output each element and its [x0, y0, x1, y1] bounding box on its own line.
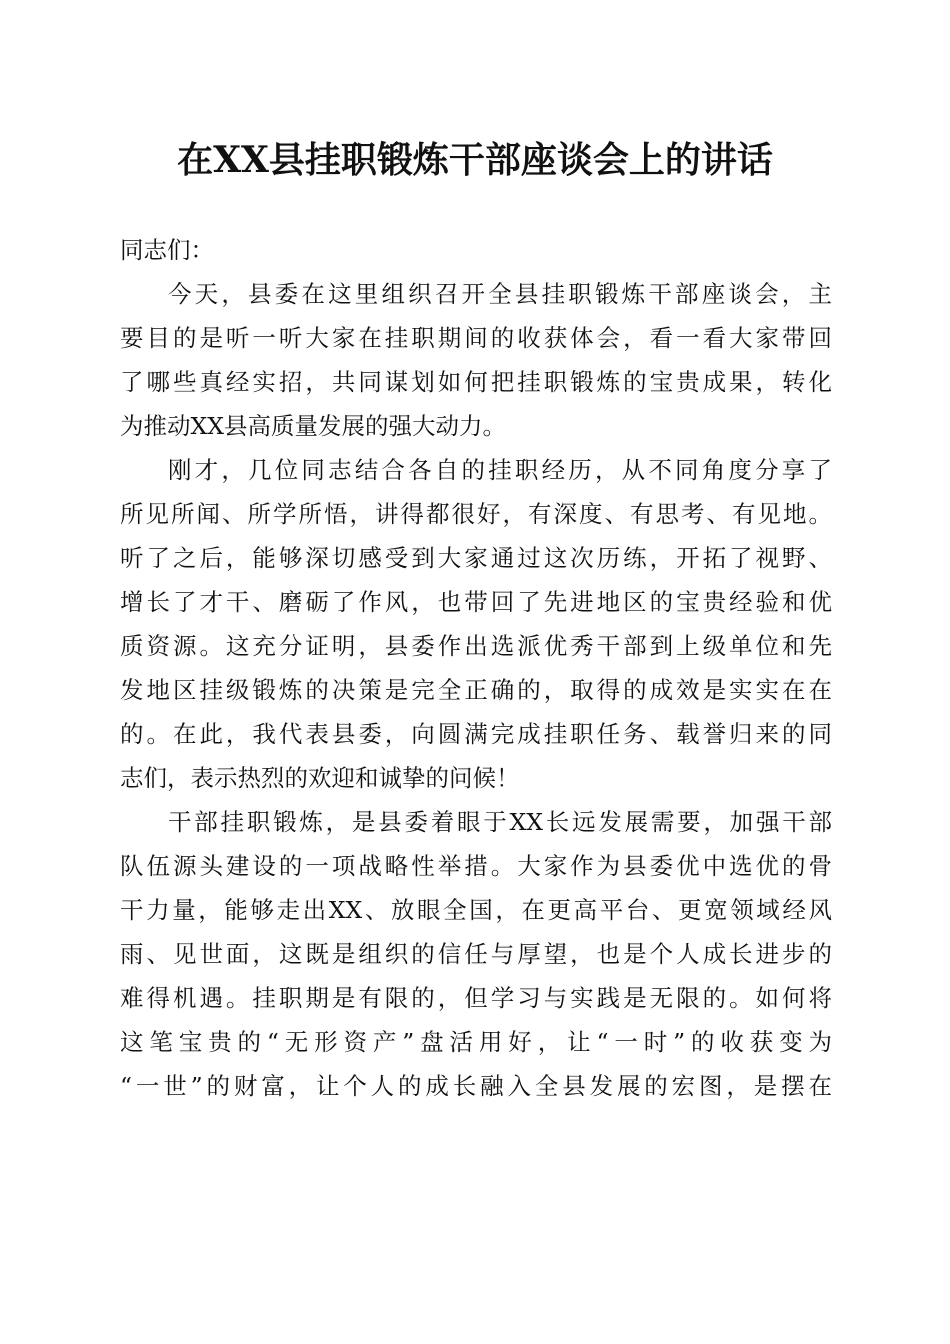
paragraph-line: 要目的是听一听大家在挂职期间的收获体会，看一看大家带回: [120, 324, 832, 352]
paragraph-line: 为推动XX县高质量发展的强大动力。: [120, 412, 506, 440]
paragraph-line: 雨、见世面，这既是组织的信任与厚望，也是个人成长进步的: [120, 940, 832, 968]
greeting-line: 同志们：: [120, 236, 214, 264]
paragraph-line: 志们，表示热烈的欢迎和诚挚的问候！: [120, 764, 520, 792]
paragraph-line: 干部挂职锻炼，是县委着眼于XX长远发展需要，加强干部: [168, 808, 832, 836]
paragraph-line: 了哪些真经实招，共同谋划如何把挂职锻炼的宝贵成果，转化: [120, 368, 832, 396]
paragraph-line: 质资源。这充分证明，县委作出选派优秀干部到上级单位和先: [120, 632, 832, 660]
paragraph-line: 刚才，几位同志结合各自的挂职经历，从不同角度分享了: [168, 456, 832, 484]
paragraph-line: 这笔宝贵的“无形资产”盘活用好，让“一时”的收获变为: [120, 1028, 832, 1056]
paragraph-line: “一世”的财富，让个人的成长融入全县发展的宏图，是摆在: [120, 1072, 832, 1100]
paragraph-line: 队伍源头建设的一项战略性举措。大家作为县委优中选优的骨: [120, 852, 832, 880]
paragraph-line: 发地区挂级锻炼的决策是完全正确的，取得的成效是实实在在: [120, 676, 832, 704]
paragraph-line: 难得机遇。挂职期是有限的，但学习与实践是无限的。如何将: [120, 984, 832, 1012]
paragraph-line: 干力量，能够走出XX、放眼全国，在更高平台、更宽领域经风: [120, 896, 832, 924]
document-body: [120, 228, 832, 1108]
paragraph-line: 所见所闻、所学所悟，讲得都很好，有深度、有思考、有见地。: [120, 500, 832, 528]
document-title: 在XX县挂职锻炼干部座谈会上的讲话: [177, 139, 773, 181]
paragraph-line: 增长了才干、磨砺了作风，也带回了先进地区的宝贵经验和优: [120, 588, 832, 616]
paragraph-line: 今天，县委在这里组织召开全县挂职锻炼干部座谈会，主: [168, 280, 832, 308]
paragraph-line: 听了之后，能够深切感受到大家通过这次历练，开拓了视野、: [120, 544, 832, 572]
paragraph-line: 的。在此，我代表县委，向圆满完成挂职任务、载誉归来的同: [120, 720, 832, 748]
